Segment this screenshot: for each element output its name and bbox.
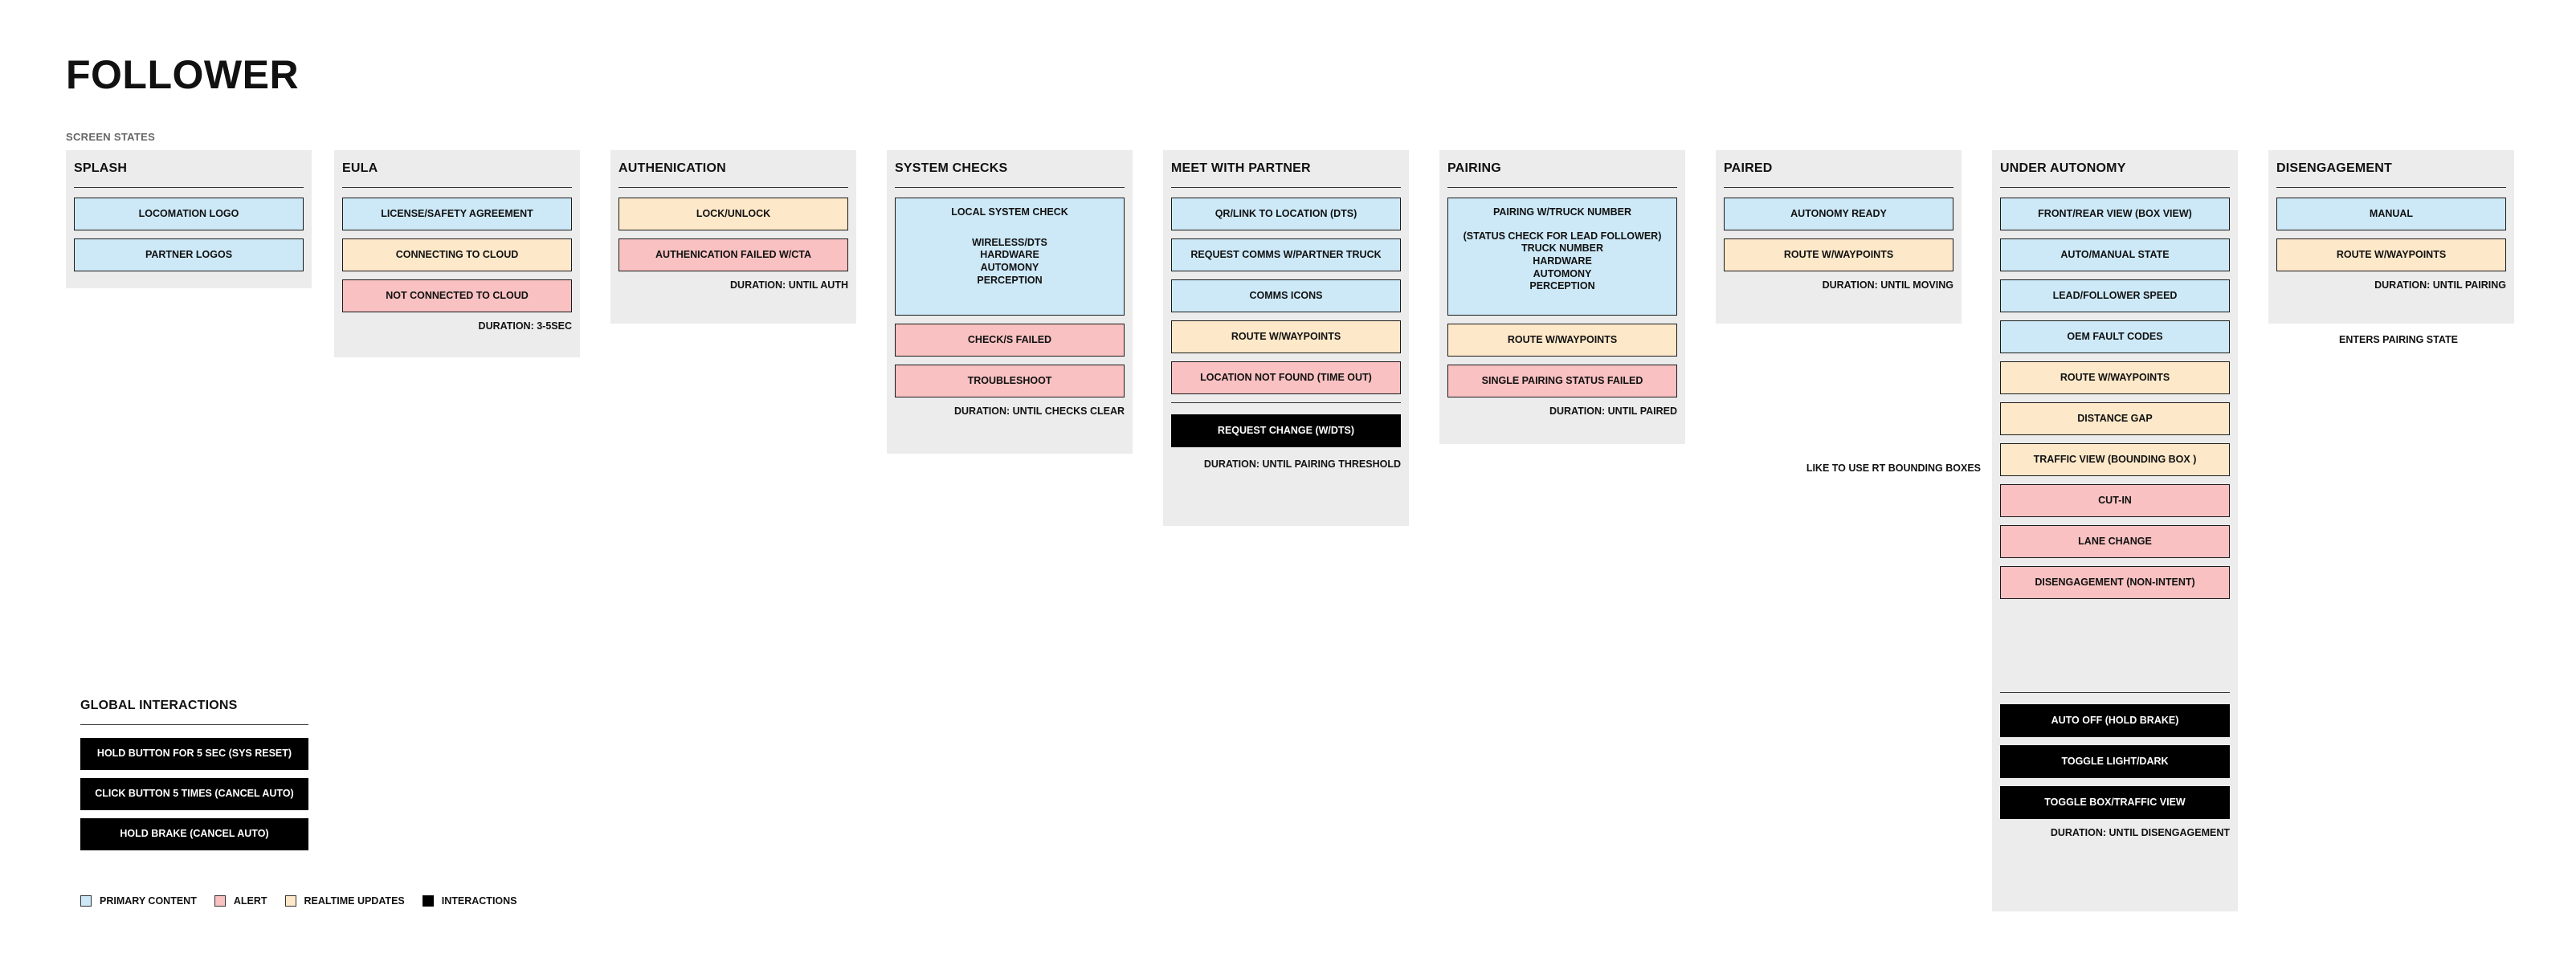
note-line: BOUNDING BOXES (1888, 463, 1981, 474)
box-line: HARDWARE (1533, 255, 1592, 267)
box-heading: PAIRING W/TRUCK NUMBER (1493, 206, 1631, 218)
interaction-box: TOGGLE LIGHT/DARK (2000, 745, 2230, 778)
state-box: COMMS ICONS (1171, 279, 1401, 312)
box-line: HARDWARE (980, 249, 1039, 261)
duration-label: DURATION: UNTIL CHECKS CLEAR (953, 406, 1125, 417)
state-box: AUTHENICATION FAILED W/CTA (618, 238, 848, 271)
state-box: TROUBLESHOOT (895, 365, 1125, 397)
state-box: LOCK/UNLOCK (618, 198, 848, 230)
interaction-box: HOLD BRAKE (CANCEL AUTO) (80, 818, 308, 850)
column-title: PAIRED (1724, 161, 1953, 188)
state-box: AUTONOMY READY (1724, 198, 1953, 230)
bounding-box-note (1806, 463, 1981, 475)
legend-item-primary (80, 895, 197, 907)
legend-item-interactions (423, 895, 517, 907)
box-line: TRUCK NUMBER (1521, 243, 1604, 255)
note-line: LIKE TO USE RT (1806, 463, 1886, 474)
duration-line: THRESHOLD (1338, 459, 1401, 470)
state-box: LANE CHANGE (2000, 525, 2230, 558)
state-column-disengagement (2268, 150, 2514, 324)
box-line: PERCEPTION (977, 274, 1043, 286)
state-box: MANUAL (2276, 198, 2506, 230)
swatch-icon (423, 895, 434, 907)
pairing-check-box (1447, 198, 1677, 316)
state-column-under-autonomy (1992, 150, 2238, 911)
column-title: DISENGAGEMENT (2276, 161, 2506, 188)
state-column-eula (334, 150, 580, 357)
state-column-authentication (610, 150, 856, 324)
section-title: GLOBAL INTERACTIONS (80, 699, 308, 725)
box-line: (STATUS CHECK FOR LEAD FOLLOWER) (1463, 230, 1662, 242)
disengagement-note: ENTERS PAIRING STATE (2339, 334, 2458, 345)
divider (2000, 692, 2230, 693)
duration-label: DURATION: UNTIL PAIRED (1549, 406, 1677, 417)
column-title: SPLASH (74, 161, 304, 188)
state-box: SINGLE PAIRING STATUS FAILED (1447, 365, 1677, 397)
state-box: OEM FAULT CODES (2000, 320, 2230, 353)
state-box: ROUTE W/WAYPOINTS (1171, 320, 1401, 353)
legend-label: REALTIME UPDATES (304, 895, 405, 907)
state-box: ROUTE W/WAYPOINTS (1447, 324, 1677, 357)
interaction-box: CLICK BUTTON 5 TIMES (CANCEL AUTO) (80, 778, 308, 810)
duration-label (1171, 459, 1401, 471)
state-column-splash (66, 150, 312, 288)
section-label: SCREEN STATES (66, 131, 156, 143)
state-box: CUT-IN (2000, 484, 2230, 517)
duration-label: DURATION: UNTIL PAIRING (2374, 279, 2506, 291)
duration-label: DURATION: UNTIL AUTH (730, 279, 848, 291)
legend-item-realtime (285, 895, 405, 907)
legend (80, 895, 535, 907)
box-line: PERCEPTION (1529, 280, 1595, 292)
column-title: EULA (342, 161, 572, 188)
state-column-system-checks (887, 150, 1133, 454)
state-box: REQUEST COMMS W/PARTNER TRUCK (1171, 238, 1401, 271)
page-title: FOLLOWER (66, 52, 300, 97)
column-title: SYSTEM CHECKS (895, 161, 1125, 188)
state-box: ROUTE W/WAYPOINTS (2276, 238, 2506, 271)
box-line: WIRELESS/DTS (972, 236, 1047, 248)
state-column-meet-with-partner (1163, 150, 1409, 526)
state-box: AUTO/MANUAL STATE (2000, 238, 2230, 271)
box-line: AUTOMONY (980, 261, 1039, 273)
interaction-box: REQUEST CHANGE (W/DTS) (1171, 414, 1401, 447)
state-box: LEAD/FOLLOWER SPEED (2000, 279, 2230, 312)
column-title: UNDER AUTONOMY (2000, 161, 2230, 188)
column-title: AUTHENICATION (618, 161, 848, 188)
state-box: CHECK/S FAILED (895, 324, 1125, 357)
state-box: TRAFFIC VIEW (BOUNDING BOX ) (2000, 443, 2230, 476)
state-box: NOT CONNECTED TO CLOUD (342, 279, 572, 312)
state-box: LOCOMATION LOGO (74, 198, 304, 230)
legend-item-alert (214, 895, 267, 907)
state-box: PARTNER LOGOS (74, 238, 304, 271)
state-column-pairing (1439, 150, 1685, 444)
duration-label: DURATION: 3-5SEC (478, 320, 572, 332)
column-title: PAIRING (1447, 161, 1677, 188)
swatch-icon (214, 895, 226, 907)
interaction-box: AUTO OFF (HOLD BRAKE) (2000, 704, 2230, 737)
box-heading: LOCAL SYSTEM CHECK (951, 206, 1068, 218)
duration-line: DURATION: UNTIL PAIRING (1203, 459, 1336, 470)
legend-label: ALERT (233, 895, 267, 907)
state-box: FRONT/REAR VIEW (BOX VIEW) (2000, 198, 2230, 230)
interaction-box: TOGGLE BOX/TRAFFIC VIEW (2000, 786, 2230, 819)
duration-label: DURATION: UNTIL DISENGAGEMENT (2050, 827, 2230, 838)
duration-label: DURATION: UNTIL MOVING (1822, 279, 1953, 291)
state-box: LICENSE/SAFETY AGREEMENT (342, 198, 572, 230)
state-box: CONNECTING TO CLOUD (342, 238, 572, 271)
divider (1171, 402, 1401, 403)
global-interactions (80, 699, 308, 858)
legend-label: PRIMARY CONTENT (100, 895, 197, 907)
state-box: ROUTE W/WAYPOINTS (1724, 238, 1953, 271)
interaction-box: HOLD BUTTON FOR 5 SEC (SYS RESET) (80, 738, 308, 770)
state-box: DISTANCE GAP (2000, 402, 2230, 435)
system-check-box (895, 198, 1125, 316)
state-column-paired (1716, 150, 1962, 324)
box-line: AUTOMONY (1533, 267, 1592, 279)
state-box: ROUTE W/WAYPOINTS (2000, 361, 2230, 394)
state-box: LOCATION NOT FOUND (TIME OUT) (1171, 361, 1401, 394)
swatch-icon (285, 895, 296, 907)
state-box: QR/LINK TO LOCATION (DTS) (1171, 198, 1401, 230)
swatch-icon (80, 895, 92, 907)
column-title: MEET WITH PARTNER (1171, 161, 1401, 188)
legend-label: INTERACTIONS (441, 895, 517, 907)
state-box: DISENGAGEMENT (NON-INTENT) (2000, 566, 2230, 599)
